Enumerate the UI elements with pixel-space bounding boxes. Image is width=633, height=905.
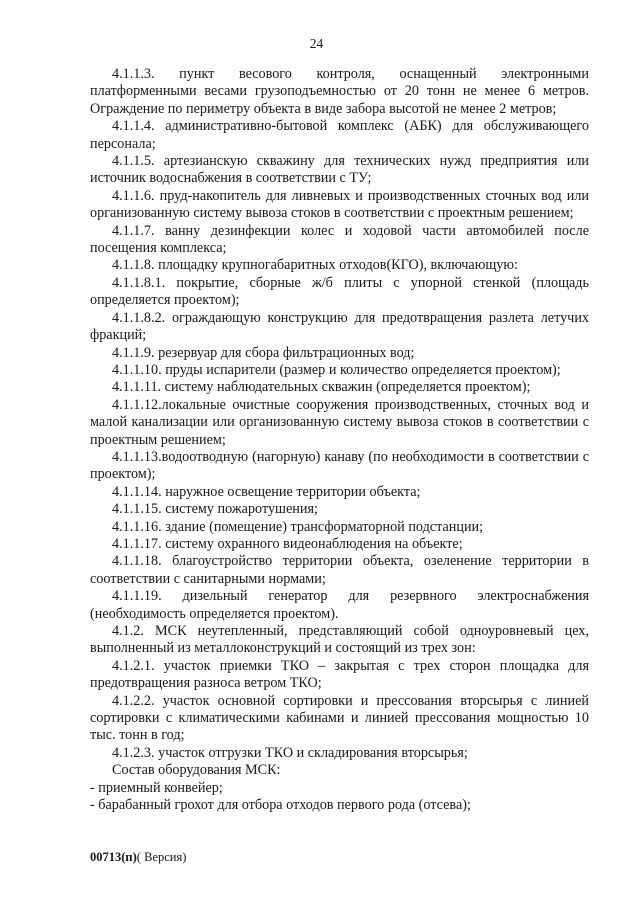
paragraph-4-1-1-11: 4.1.1.11. систему наблюдательных скважин (определяется проектом); (112, 379, 531, 396)
paragraph-4-1-2-1: 4.1.2.1. участок приемки ТКО – закрытая с трех сторон площадка для предотвращения разноса ветром ТКО; (90, 657, 589, 692)
document-code: 00713(п) (90, 850, 137, 864)
version-label: ( Версия) (136, 850, 187, 864)
paragraph-4-1-1-9: 4.1.1.9. резервуар для сбора фильтрационных вод; (112, 344, 415, 361)
document-body (90, 66, 589, 814)
paragraph-4-1-1-6: 4.1.1.6. пруд-накопитель для ливневых и производственных сточных вод или организованную систему вывоза стоков в соответствии с проектным решением; (90, 187, 589, 222)
paragraph-4-1-1-15: 4.1.1.15. систему пожаротушения; (112, 501, 318, 518)
list-item: - приемный конвейер; (90, 779, 223, 796)
paragraph-4-1-1-3: 4.1.1.3. пункт весового контроля, оснащенный электронными платформенными весами грузоподъемностью от 20 тонн не менее 6 метров. Ограждение по периметру объекта в виде забора высотой не менее 2 метров; (90, 66, 589, 117)
paragraph-4-1-1-8-2: 4.1.1.8.2. ограждающую конструкцию для предотвращения разлета летучих фракций; (90, 309, 589, 344)
paragraph-4-1-1-8-1: 4.1.1.8.1. покрытие, сборные ж/б плиты с упорной стенкой (площадь определяется проектом); (90, 274, 589, 309)
paragraph-4-1-2-3: 4.1.2.3. участок отгрузки ТКО и складирования вторсырья; (112, 744, 468, 761)
paragraph-4-1-1-19: 4.1.1.19. дизельный генератор для резервного электроснабжения (необходимость определяется проектом). (90, 588, 589, 622)
paragraph-4-1-1-14: 4.1.1.14. наружное освещение территории объекта; (112, 483, 421, 500)
equipment-heading: Состав оборудования МСК: (112, 762, 281, 779)
paragraph-4-1-1-4: 4.1.1.4. административно-бытовой комплекс (АБК) для обслуживающего персонала; (90, 118, 589, 152)
paragraph-4-1-1-13: 4.1.1.13.водоотводную (нагорную) канаву (по необходимости в соответствии с проектом); (90, 448, 589, 483)
list-item: - барабанный грохот для отбора отходов первого рода (отсева); (90, 797, 471, 814)
paragraph-4-1-1-10: 4.1.1.10. пруды испарители (размер и количество определяется проектом); (112, 361, 561, 378)
paragraph-4-1-1-8: 4.1.1.8. площадку крупногабаритных отходов(КГО), включающую: (112, 257, 518, 274)
paragraph-4-1-1-12: 4.1.1.12.локальные очистные сооружения производственных, сточных вод и малой канализации или организованную систему вывоза стоков в соответствии с проектным решением; (90, 396, 589, 448)
paragraph-4-1-1-7: 4.1.1.7. ванну дезинфекции колес и ходовой части автомобилей после посещения комплекса; (90, 222, 589, 257)
page-number: 24 (309, 36, 324, 51)
footer (90, 850, 186, 865)
paragraph-4-1-1-16: 4.1.1.16. здание (помещение) трансформаторной подстанции; (112, 518, 484, 535)
paragraph-4-1-1-5: 4.1.1.5. артезианскую скважину для технических нужд предприятия или источник водоснабжения в соответствии с ТУ; (90, 153, 589, 187)
paragraph-4-1-1-17: 4.1.1.17. систему охранного видеонаблюдения на объекте; (112, 535, 463, 552)
paragraph-4-1-1-18: 4.1.1.18. благоустройство территории объекта, озеленение территории в соответствии с санитарными нормами; (90, 553, 589, 587)
paragraph-4-1-2-2: 4.1.2.2. участок основной сортировки и прессования вторсырья с линией сортировки с климатическими кабинами и линией прессования мощностью 10 тыс. тонн в год; (90, 692, 589, 744)
paragraph-4-1-2: 4.1.2. МСК неутепленный, представляющий собой одноуровневый цех, выполненный из металлоконструкций и состоящий из трех зон: (90, 623, 589, 657)
